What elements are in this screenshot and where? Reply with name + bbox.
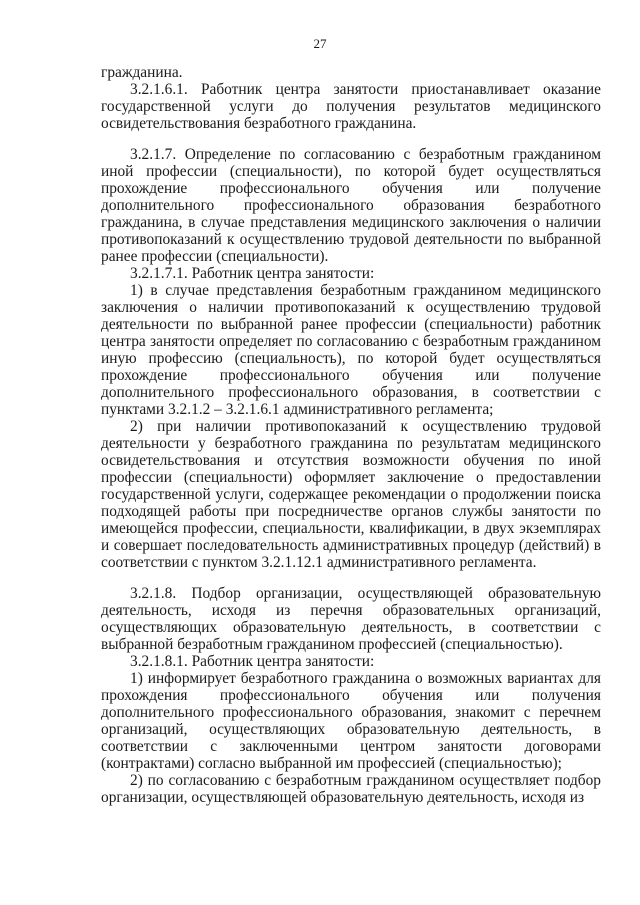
list-item-1: 1) в случае представления безработным гражданином медицинского заключения о наличии противопоказаний к осуществлению трудовой деятельности по выбранной ранее профессии (специальности) работник центра занятости определяет по согласованию с безработным гражданином иную профессию (специальность), по которой будет осуществляться прохождение профессионального обучения или получение дополнительного профессионального образования, в соответствии с пунктами 3.2.1.2 – 3.2.1.6.1 административного регламента; (101, 282, 601, 418)
page-number: 27 (313, 36, 327, 51)
paragraph-spacer (101, 132, 601, 146)
paragraph-3-2-1-7-1: 3.2.1.7.1. Работник центра занятости: (130, 265, 375, 282)
paragraph-spacer (101, 571, 601, 585)
paragraph-continuation: гражданина. (101, 64, 183, 81)
paragraph-3-2-1-8-1: 3.2.1.8.1. Работник центра занятости: (130, 653, 375, 670)
paragraph-3-2-1-6-1: 3.2.1.6.1. Работник центра занятости приостанавливает оказание государственной услуги до получения результатов медицинского освидетельствования безработного гражданина. (101, 81, 601, 132)
paragraph-3-2-1-8: 3.2.1.8. Подбор организации, осуществляющей образовательную деятельность, исходя из перечня образовательных организаций, осуществляющих образовательную деятельность, в соответствии с выбранной безработным гражданином профессией (специальностью). (101, 585, 601, 653)
list-item-2: 2) при наличии противопоказаний к осуществлению трудовой деятельности у безработного гражданина по результатам медицинского освидетельствования и отсутствия возможности обучения по иной профессии (специальности) оформляет заключение о предоставлении государственной услуги, содержащее рекомендации о продолжении поиска подходящей работы при посредничестве органов службы занятости по имеющейся профессии, специальности, квалификации, в двух экземплярах и совершает последовательность административных процедур (действий) в соответствии с пунктом 3.2.1.12.1 административного регламента. (101, 418, 601, 571)
list-item-2: 2) по согласованию с безработным гражданином осуществляет подбор организации, осуществляющей образовательную деятельность, исходя из (101, 772, 601, 806)
list-item-1: 1) информирует безработного гражданина о возможных вариантах для прохождения профессионального обучения или получения дополнительного профессионального образования, знакомит с перечнем организаций, осуществляющих образовательную деятельность, в соответствии с заключенными центром занятости договорами (контрактами) согласно выбранной им профессией (специальностью); (101, 670, 601, 772)
paragraph-3-2-1-7: 3.2.1.7. Определение по согласованию с безработным гражданином иной профессии (специальности), по которой будет осуществляться прохождение профессионального обучения или получение дополнительного профессионального образования безработного гражданина, в случае представления медицинского заключения о наличии противопоказаний к осуществлению трудовой деятельности по выбранной ранее профессии (специальности). (101, 146, 601, 265)
document-body (101, 64, 601, 806)
